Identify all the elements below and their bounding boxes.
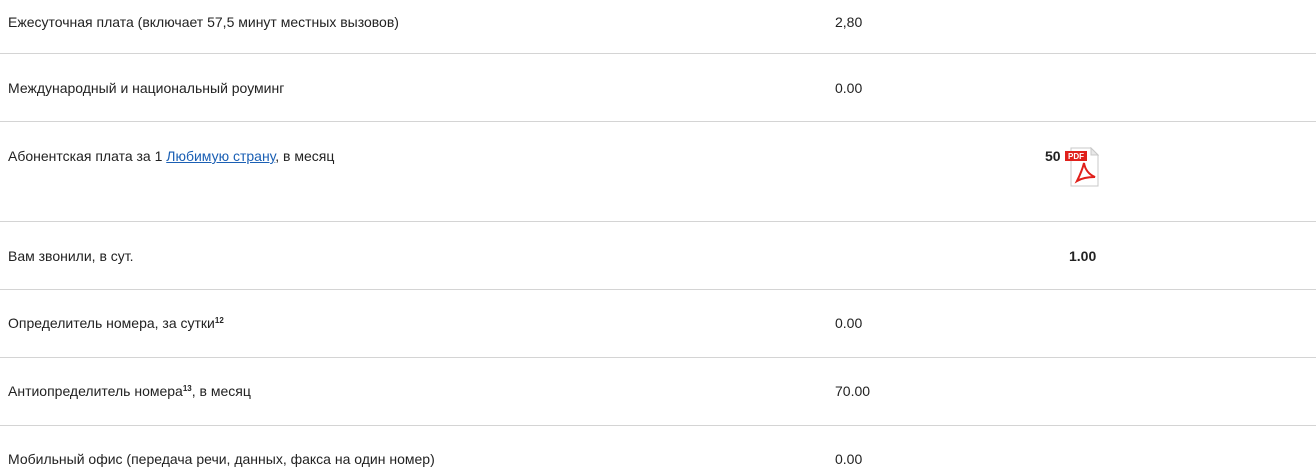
row-value: 50 xyxy=(1045,148,1061,164)
footnote-ref: 13 xyxy=(182,384,192,393)
favorite-country-link[interactable]: Любимую страну xyxy=(166,148,276,164)
table-row xyxy=(0,122,1316,222)
row-value: 0.00 xyxy=(835,451,863,467)
row-label-prefix: Абонентская плата за 1 xyxy=(8,148,167,164)
footnote-ref: 12 xyxy=(214,316,224,325)
pdf-icon[interactable] xyxy=(1065,147,1099,187)
table-row xyxy=(0,290,1316,358)
row-value: 2,80 xyxy=(835,14,863,30)
row-value: 1.00 xyxy=(1069,248,1097,264)
row-label xyxy=(8,147,334,165)
row-label: Ежесуточная плата (включает 57,5 минут местных вызовов) xyxy=(8,14,399,30)
table-row xyxy=(0,222,1316,290)
pdf-download[interactable] xyxy=(1045,147,1099,187)
row-label-suffix: , в месяц xyxy=(275,148,335,164)
row-value: 0.00 xyxy=(835,315,863,331)
row-label xyxy=(8,314,224,332)
row-label xyxy=(8,382,251,400)
table-row xyxy=(0,426,1316,467)
row-label: Международный и национальный роуминг xyxy=(8,80,285,96)
row-label-suffix: , в месяц xyxy=(191,383,251,399)
row-label-text: Определитель номера, за сутки xyxy=(8,315,215,331)
pdf-icon-text: PDF xyxy=(1067,152,1084,161)
table-row xyxy=(0,358,1316,426)
table-row xyxy=(0,54,1316,122)
row-value: 70.00 xyxy=(835,383,871,399)
row-value: 0.00 xyxy=(835,80,863,96)
row-label-text: Антиопределитель номера xyxy=(8,383,183,399)
row-label: Вам звонили, в сут. xyxy=(8,248,134,264)
table-row xyxy=(0,0,1316,54)
row-label: Мобильный офис (передача речи, данных, факса на один номер) xyxy=(8,451,435,467)
